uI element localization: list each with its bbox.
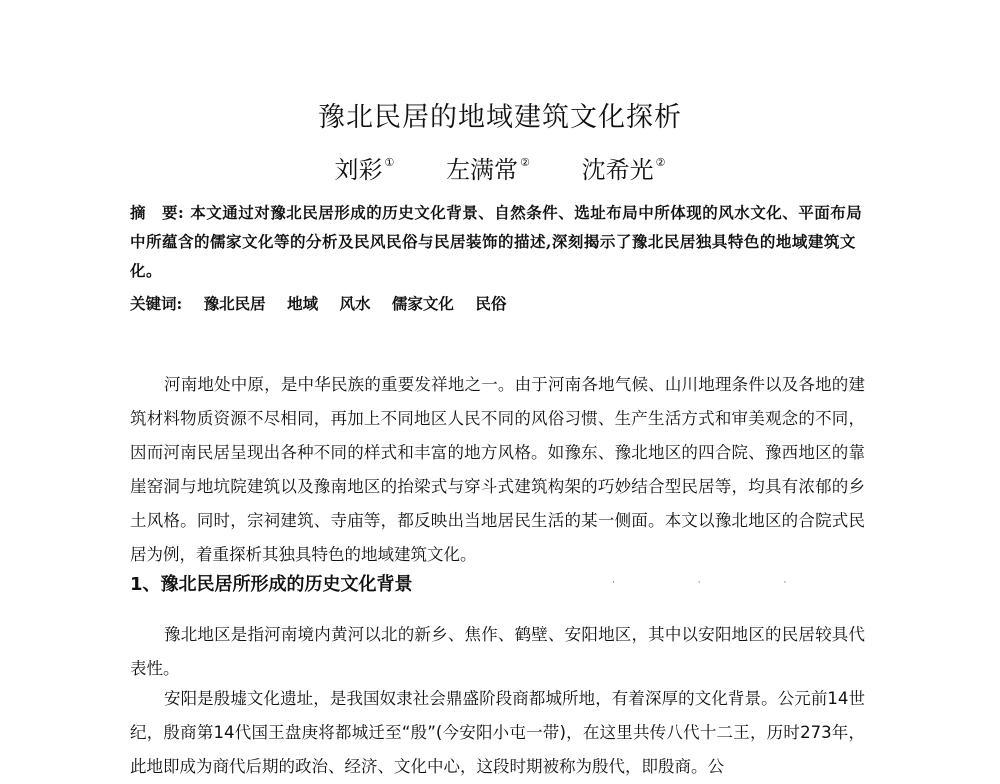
keyword: 民俗	[475, 294, 507, 313]
author-name: 左满常	[446, 156, 519, 184]
author-1	[335, 150, 395, 185]
author-affiliation-mark: ②	[655, 156, 666, 169]
scan-specks: · · ·	[612, 578, 827, 588]
body-paragraph-3: 安阳是殷墟文化遗址，是我国奴隶社会鼎盛阶段商都城所地，有着深厚的文化背景。公元前14世纪，殷商第14代国王盘庚将都城迁至“殷”(今安阳小屯一带)，在这里共传八代十二王，历时273年，此地即成为商代后期的政治、经济、文化中心，这段时期被称为殷代，即殷商。公	[130, 689, 865, 776]
keywords	[130, 292, 865, 314]
abstract-text: 本文通过对豫北民居形成的历史文化背景、自然条件、选址布局中所体现的风水文化、平面布局中所蕴含的儒家文化等的分析及民风民俗与民居装饰的描述,深刻揭示了豫北民居独具特色的地域建筑文化。	[130, 203, 863, 280]
paper-title: 豫北民居的地域建筑文化探析	[318, 102, 682, 133]
author-3	[582, 150, 666, 185]
author-name: 刘彩	[334, 156, 383, 184]
keyword: 风水	[339, 294, 371, 313]
keyword: 豫北民居	[203, 294, 266, 313]
author-name: 沈希光	[581, 156, 654, 184]
body-paragraph-2: 豫北地区是指河南境内黄河以北的新乡、焦作、鹤壁、安阳地区，其中以安阳地区的民居较具代表性。	[130, 625, 865, 678]
abstract-label: 摘 要:	[130, 203, 185, 222]
section-heading: 1、豫北民居所形成的历史文化背景	[130, 574, 413, 595]
author-2	[446, 150, 530, 185]
author-line	[0, 150, 1000, 185]
keywords-label: 关键词:	[130, 294, 183, 313]
keyword: 儒家文化	[391, 294, 454, 313]
abstract	[130, 198, 865, 285]
author-affiliation-mark: ②	[520, 156, 530, 169]
author-affiliation-mark: ①	[384, 156, 395, 169]
body-paragraph-1: 河南地处中原，是中华民族的重要发祥地之一。由于河南各地气候、山川地理条件以及各地的建筑材料物质资源不尽相同，再加上不同地区人民不同的风俗习惯、生产生活方式和审美观念的不同，因而河南民居呈现出各种不同的样式和丰富的地方风格。如豫东、豫北地区的四合院、豫西地区的靠崖窑洞与地坑院建筑以及豫南地区的抬梁式与穿斗式建筑构架的巧妙结合型民居等，均具有浓郁的乡土风格。同时，宗祠建筑、寺庙等，都反映出当地居民生活的某一侧面。本文以豫北地区的合院式民居为例，着重探析其独具特色的地域建筑文化。	[130, 375, 865, 564]
keyword: 地域	[287, 294, 319, 313]
